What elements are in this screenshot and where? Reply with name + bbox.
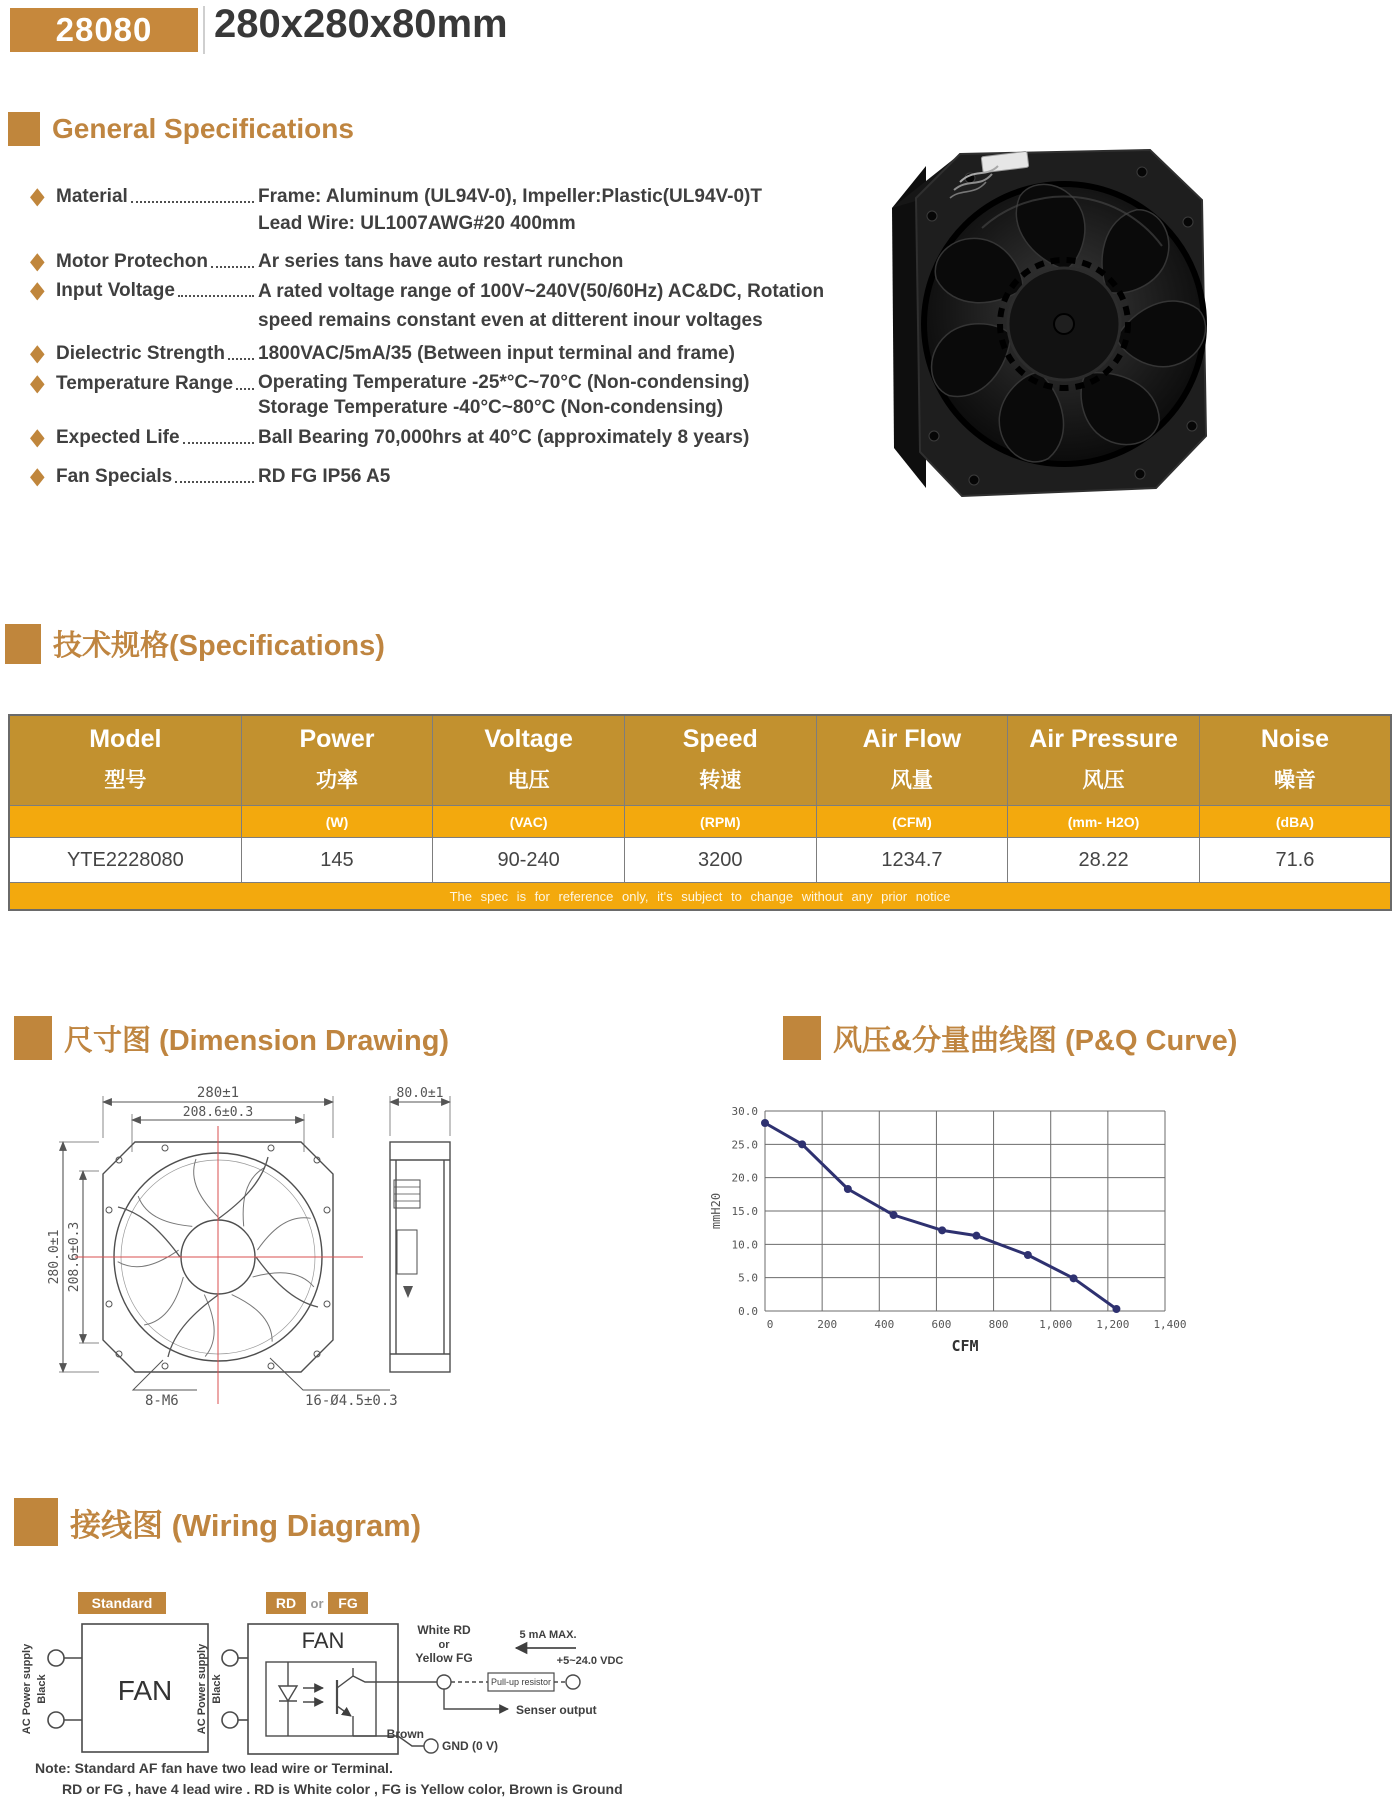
header-en: Air Flow xyxy=(862,725,962,753)
table-value-cell: 1234.7 xyxy=(816,838,1008,883)
dotted-leader xyxy=(175,481,254,483)
spec-label xyxy=(56,340,258,367)
dim-hole-label: 16-Ø4.5±0.3 xyxy=(305,1393,398,1409)
chart-gridlines xyxy=(765,1111,1165,1311)
spec-value-line: Lead Wire: UL1007AWG#20 400mm xyxy=(258,213,576,234)
center-crosshair xyxy=(75,1126,363,1404)
optocoupler-box xyxy=(266,1662,376,1736)
or-small-label: or xyxy=(438,1639,450,1651)
wiring-diagram xyxy=(20,1588,660,1760)
header-cn: 转速 xyxy=(699,769,742,792)
diamond-bullet-icon: ◆ xyxy=(30,340,45,367)
dotted-leader xyxy=(211,266,254,268)
ac-power-label: AC Power supply xyxy=(21,1643,33,1735)
section-square-icon xyxy=(8,112,40,146)
table-unit-cell: (dBA) xyxy=(1199,806,1391,838)
wiring-note-1: Note: Standard AF fan have two lead wire or Terminal. xyxy=(35,1760,393,1776)
table-unit-cell: (mm- H2O) xyxy=(1008,806,1200,838)
x-tick-label: 1,400 xyxy=(1153,1318,1187,1331)
section-spec-table xyxy=(5,623,385,664)
black-label: Black xyxy=(36,1674,48,1704)
chart-ylabel: mmH20 xyxy=(709,1192,723,1230)
data-point-marker xyxy=(972,1232,980,1240)
wiring-rdfg xyxy=(196,1592,623,1754)
dotted-leader xyxy=(178,295,254,297)
spec-item xyxy=(30,183,900,237)
table-header-cell xyxy=(816,715,1008,806)
spec-value xyxy=(258,277,900,335)
spec-value-line: Frame: Aluminum (UL94V-0), Impeller:Plastic(UL94V-0)T xyxy=(258,186,762,207)
x-tick-label: 200 xyxy=(817,1318,838,1331)
model-badge: 28080 xyxy=(10,8,198,52)
section-square-icon xyxy=(14,1498,58,1546)
fan-product-photo xyxy=(862,136,1214,518)
dim-depth: 80.0±1 xyxy=(396,1086,444,1101)
header-cn: 型号 xyxy=(104,769,147,792)
wiring-standard xyxy=(21,1592,208,1752)
section-pq-curve xyxy=(783,1016,1237,1060)
data-point-marker xyxy=(1024,1251,1032,1259)
or-label: or xyxy=(310,1596,324,1611)
table-data-row xyxy=(9,838,1391,883)
dim-width-outer: 280±1 xyxy=(196,1085,240,1101)
table-header-cell xyxy=(1008,715,1200,806)
gnd-label: GND (0 V) xyxy=(442,1739,499,1753)
spec-value-line: Ar series tans have auto restart runchon xyxy=(258,251,624,272)
table-value-cell: 3200 xyxy=(624,838,816,883)
table-unit-cell: (CFM) xyxy=(816,806,1008,838)
y-tick-label: 0.0 xyxy=(738,1305,758,1318)
section-wiring-diagram xyxy=(14,1498,421,1546)
spec-label-text: Expected Life xyxy=(56,427,180,448)
spec-value xyxy=(258,248,900,275)
section-title: General Specifications xyxy=(52,113,354,144)
diamond-bullet-icon: ◆ xyxy=(30,463,45,490)
dimension-drawing xyxy=(45,1080,475,1410)
table-unit-cell: (RPM) xyxy=(624,806,816,838)
dotted-leader xyxy=(131,201,254,203)
pq-chart xyxy=(700,1093,1200,1363)
spec-label-text: Motor Protechon xyxy=(56,251,208,272)
dim-height-outer: 280.0±1 xyxy=(47,1229,62,1285)
header-divider xyxy=(203,6,205,54)
header-cn: 风量 xyxy=(890,769,933,792)
spec-label-text: Input Voltage xyxy=(56,280,175,301)
section-square-icon xyxy=(14,1016,52,1060)
table-header-cell xyxy=(624,715,816,806)
section-title: 风压&分量曲线图 (P&Q Curve) xyxy=(833,1024,1238,1057)
spec-value-line: Storage Temperature -40°C~80°C (Non-condensing) xyxy=(258,397,724,418)
spec-item xyxy=(30,370,900,420)
x-tick-label: 800 xyxy=(988,1318,1009,1331)
header-en: Model xyxy=(89,725,162,753)
header-en: Speed xyxy=(682,725,758,753)
x-tick-label: 1,200 xyxy=(1096,1318,1130,1331)
table-header-cell xyxy=(9,715,241,806)
section-title: 尺寸图 (Dimension Drawing) xyxy=(64,1024,450,1057)
standard-badge-label: Standard xyxy=(91,1595,153,1611)
spec-value-line: 1800VAC/5mA/35 (Between input terminal and frame) xyxy=(258,343,735,364)
y-tick-label: 25.0 xyxy=(731,1138,758,1152)
header-cn: 噪音 xyxy=(1273,769,1316,792)
diamond-bullet-icon: ◆ xyxy=(30,424,45,451)
header-cn: 功率 xyxy=(315,769,358,792)
x-tick-label: 1,000 xyxy=(1039,1318,1073,1331)
fan-label: FAN xyxy=(301,1628,345,1653)
section-dimension-drawing xyxy=(14,1016,449,1060)
chart-series xyxy=(761,1119,1120,1313)
ma-max-label: 5 mA MAX. xyxy=(519,1629,577,1641)
table-units-row xyxy=(9,806,1391,838)
section-square-icon xyxy=(5,624,41,664)
yellow-fg-label: Yellow FG xyxy=(415,1651,473,1665)
spec-label-text: Temperature Range xyxy=(56,373,234,394)
dotted-leader xyxy=(183,442,254,444)
x-tick-label: 0 xyxy=(766,1318,774,1331)
table-footnote-row xyxy=(9,883,1391,911)
x-tick-label: 400 xyxy=(874,1318,895,1331)
x-tick-label: 600 xyxy=(931,1318,952,1331)
table-header-cell xyxy=(433,715,625,806)
spec-value-line: Ball Bearing 70,000hrs at 40°C (approximately 8 years) xyxy=(258,427,750,448)
section-general-specs xyxy=(8,112,354,146)
black-label: Black xyxy=(211,1674,223,1704)
spec-label xyxy=(56,183,258,210)
header-cn: 风压 xyxy=(1082,769,1125,792)
wiring-note-2: RD or FG , have 4 lead wire . RD is White color , FG is Yellow color, Brown is Ground xyxy=(62,1781,623,1797)
spec-label xyxy=(56,248,258,275)
optocoupler-symbol xyxy=(279,1662,376,1736)
spec-value-line: Operating Temperature -25*°C~70°C (Non-condensing) xyxy=(258,372,750,393)
spec-value xyxy=(258,424,900,451)
spec-item xyxy=(30,463,900,490)
spec-item xyxy=(30,340,900,367)
vdc-label: +5~24.0 VDC xyxy=(556,1655,624,1667)
chart-xlabel: CFM xyxy=(951,1337,979,1355)
diamond-bullet-icon: ◆ xyxy=(30,370,45,397)
spec-label xyxy=(56,424,258,451)
pullup-label: Pull-up resistor xyxy=(490,1677,552,1687)
spec-label xyxy=(56,370,258,397)
spec-value-line: RD FG IP56 A5 xyxy=(258,466,391,487)
data-point-marker xyxy=(798,1140,806,1148)
fan-label: FAN xyxy=(117,1675,173,1706)
y-tick-label: 5.0 xyxy=(738,1271,758,1285)
table-value-cell: YTE2228080 xyxy=(9,838,241,883)
spec-table xyxy=(8,714,1392,911)
section-title: 接线图 (Wiring Diagram) xyxy=(70,1507,422,1543)
table-unit-cell: (VAC) xyxy=(433,806,625,838)
dim-screw-label: 8-M6 xyxy=(145,1393,179,1409)
table-unit-cell: (W) xyxy=(241,806,433,838)
spec-label-text: Material xyxy=(56,186,128,207)
brown-label: Brown xyxy=(386,1727,424,1741)
table-header-row xyxy=(9,715,1391,806)
spec-value xyxy=(258,183,900,237)
page-title: 280x280x80mm xyxy=(214,2,508,46)
table-header-cell xyxy=(241,715,433,806)
dim-holes-h: 208.6±0.3 xyxy=(182,1105,254,1120)
data-point-marker xyxy=(890,1211,898,1219)
table-header-cell xyxy=(1199,715,1391,806)
spec-value xyxy=(258,463,900,490)
data-point-marker xyxy=(761,1119,769,1127)
header-en: Air Pressure xyxy=(1029,725,1178,753)
spec-label xyxy=(56,277,258,304)
header-en: Voltage xyxy=(484,725,573,753)
spec-label-text: Dielectric Strength xyxy=(56,343,225,364)
y-tick-label: 10.0 xyxy=(731,1238,758,1252)
spec-label xyxy=(56,463,258,490)
header-cn: 电压 xyxy=(507,769,550,792)
leader-lines xyxy=(133,1358,390,1390)
y-tick-label: 20.0 xyxy=(731,1171,758,1185)
spec-item xyxy=(30,424,900,451)
white-rd-label: White RD xyxy=(417,1623,471,1637)
dotted-leader xyxy=(236,388,254,390)
table-unit-cell xyxy=(9,806,241,838)
header-en: Noise xyxy=(1260,725,1329,753)
chart-tick-labels xyxy=(732,1105,1187,1331)
data-point-marker xyxy=(938,1226,946,1234)
diamond-bullet-icon: ◆ xyxy=(30,248,45,275)
ac-power-label: AC Power supply xyxy=(196,1643,208,1735)
spec-value xyxy=(258,370,900,420)
rd-badge-label: RD xyxy=(275,1595,297,1611)
section-square-icon xyxy=(783,1016,821,1060)
dim-holes-v: 208.6±0.3 xyxy=(67,1221,82,1293)
spec-value-line: A rated voltage range of 100V~240V(50/60Hz) AC&DC, Rotation xyxy=(258,281,825,302)
dotted-leader xyxy=(228,358,254,360)
data-point-marker xyxy=(844,1185,852,1193)
table-value-cell: 28.22 xyxy=(1008,838,1200,883)
spec-item xyxy=(30,248,900,275)
diamond-bullet-icon: ◆ xyxy=(30,277,45,304)
spec-value xyxy=(258,340,900,367)
spec-label-text: Fan Specials xyxy=(56,466,173,487)
section-title: 技术规格(Specifications) xyxy=(53,630,385,662)
y-tick-label: 15.0 xyxy=(731,1205,758,1218)
y-tick-label: 30.0 xyxy=(731,1105,758,1118)
pq-curve-line xyxy=(765,1123,1116,1309)
dim-side-view xyxy=(390,1142,450,1372)
table-value-cell: 71.6 xyxy=(1199,838,1391,883)
senser-output-label: Senser output xyxy=(516,1703,597,1717)
fg-badge-label: FG xyxy=(338,1595,358,1611)
table-footnote: The spec is for reference only, it's subject to change without any prior notice xyxy=(9,883,1391,911)
spec-list xyxy=(30,183,900,492)
spec-item xyxy=(30,277,900,335)
data-point-marker xyxy=(1070,1274,1078,1282)
table-value-cell: 145 xyxy=(241,838,433,883)
data-point-marker xyxy=(1112,1305,1120,1313)
diamond-bullet-icon: ◆ xyxy=(30,183,45,210)
spec-value-line: speed remains constant even at ditterent inour voltages xyxy=(258,310,763,331)
table-value-cell: 90-240 xyxy=(433,838,625,883)
header-en: Power xyxy=(299,725,375,753)
